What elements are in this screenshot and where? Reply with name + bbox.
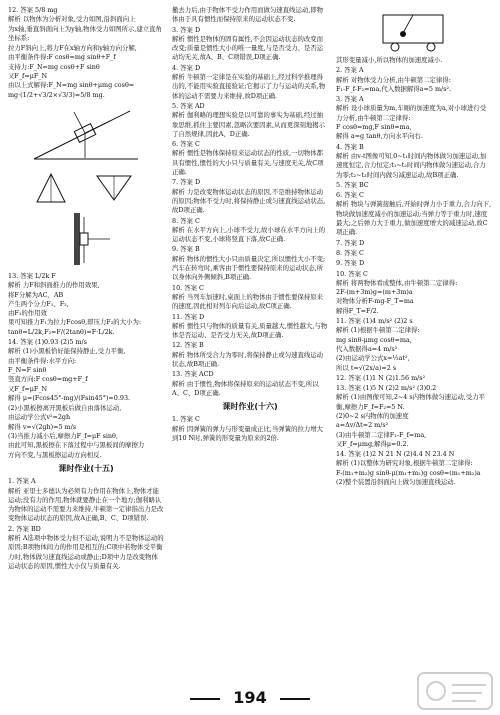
column-left-entries-continued bbox=[8, 272, 164, 460]
answer-line: 由平衡条件得:水平方向: bbox=[8, 356, 77, 365]
answer-line: 解析 由v-t图像可知,0~t₁时间内物体做匀加速运动,加速度恒定,合力恒定;t₁~t₂时间内物体做匀速运动,合力为零;t₂~t₃时间内做匀减速运动,故B项正确. bbox=[336, 151, 487, 179]
section-heading-15: 课时作业(十五) bbox=[58, 463, 114, 473]
answer-line: 解析 (1)以整体为研究对象,根据牛顿第二定律得: bbox=[336, 459, 473, 468]
answer-line: 8. 答案 C bbox=[336, 248, 364, 257]
answer-line: (2)由运动学公式x=½at², bbox=[336, 354, 410, 363]
answer-line: 解析 以物体为分析对象,受力如图,沿斜面向上 bbox=[8, 15, 136, 24]
answer-entry bbox=[172, 217, 328, 245]
footer-rule-left bbox=[190, 698, 220, 700]
answer-columns bbox=[8, 6, 492, 660]
answer-entry bbox=[336, 317, 492, 373]
answer-line: 12. 答案 B bbox=[172, 341, 204, 350]
column-left-section-entries bbox=[8, 477, 164, 571]
column-left bbox=[8, 6, 164, 660]
answer-line: 解析 力是改变物体运动状态的原因,不是维持物体运动的原因;物体不受力时,将保持静止或匀速直线运动状态,故D项正确. bbox=[172, 187, 326, 215]
answer-line: 撤去力后,由于物体不受力作用而做匀速直线运动,即物体由于具有惯性而保持原来的运动状态不变. bbox=[172, 6, 324, 24]
answer-line: 由以上式解得:F_N=mg sinθ+μmg cosθ= bbox=[8, 81, 135, 90]
answer-line: 10. 答案 C bbox=[172, 283, 204, 292]
answer-entry bbox=[336, 191, 492, 237]
answer-entry bbox=[172, 341, 328, 369]
answer-line: F-(m₁+m₂)g sinθ-μ(m₁+m₂)g cosθ=(m₁+m₂)a bbox=[336, 468, 481, 477]
answer-entry bbox=[336, 270, 492, 316]
answer-entry bbox=[172, 64, 328, 101]
answer-entry bbox=[172, 284, 328, 312]
answer-line: 8. 答案 C bbox=[172, 216, 200, 225]
answer-line: 解析 由于惯性,物体将保持原来的运动状态不变,所以A、C、D项正确. bbox=[172, 379, 319, 397]
answer-entry bbox=[336, 95, 492, 141]
answer-line: 2F-(m+3m)g=(m+3m)a bbox=[336, 288, 413, 297]
answer-line: 其形变量减小,所以物体的加速度减小. bbox=[336, 56, 443, 64]
answer-line: mg·(1/2+√3/2×√3/3)=5/8 mg. bbox=[8, 90, 105, 99]
answer-line: 解析 A选项中物体受力但不运动,说明力不是物体运动的原因;B项物体间力的作用是相互的;C项中若物体受平衡力时,物体做匀速直线运动或静止;D项中力是改变物体运动状态的原因,惯性大小仅与质量有关. bbox=[8, 533, 164, 570]
answer-line: 解析 力F和斜面推力的作用效果, bbox=[8, 281, 100, 290]
answer-entry bbox=[8, 338, 164, 403]
answer-line: 解析 物块与弹簧接触后,开始时弹力小于重力,合力向下,物块做加速度减小的加速运动;当弹力等于重力时,速度最大;之后弹力大于重力,做加速度增大的减速运动,故C项正确. bbox=[336, 200, 492, 237]
answer-line: 方向不变,与黑板擦运动方向相反. bbox=[8, 450, 102, 459]
answer-entry bbox=[172, 6, 328, 25]
answer-line: 14. 答案 (1)0.93 (2)5 m/s bbox=[8, 338, 87, 347]
column-middle-entries bbox=[172, 6, 328, 398]
answer-line: 解析 物体所受合力为零时,将保持静止或匀速直线运动状态,故B项正确. bbox=[172, 350, 324, 368]
answer-entry bbox=[172, 102, 328, 139]
answer-line: (2)整个装置沿斜面向上做匀加速直线运动. bbox=[336, 478, 456, 487]
answer-entry bbox=[172, 178, 328, 215]
answer-line: 由平衡条件得:F cosθ=mg sinθ+F_f bbox=[8, 53, 116, 62]
answer-line: 解得F_T=F/2. bbox=[336, 306, 379, 315]
answer-entry bbox=[336, 181, 492, 190]
answer-line: 所以 t=√(2x/a)=2 s bbox=[336, 363, 397, 372]
answer-entry bbox=[8, 404, 164, 460]
answer-entry bbox=[336, 384, 492, 449]
answer-line: (2)0~2 s内物体的加速度 bbox=[336, 411, 409, 420]
answer-line: 解析 (1)根据牛顿第二定律得: bbox=[336, 326, 420, 335]
answer-line: 解析 物体的惯性大小只由质量决定,所以惯性大小不变;汽车在转弯时,乘客由于惯性要保持原来的运动状态,所以身体向外侧倾斜,B项正确. bbox=[172, 254, 326, 282]
answer-line: 将F分解为AC、AB bbox=[8, 290, 64, 299]
answer-line: 解析 (1)由图像可知,2~4 s内物体做匀速运动,受力平衡,摩擦力F_f=F₂=5 N. bbox=[336, 393, 485, 411]
answer-line: F₁-F_f-F₂=ma,代入数据解得a=5 m/s². bbox=[336, 84, 452, 93]
answer-line: 解析 当列车加速时,桌面上的物体由于惯性要保持原来的速度,因此相对列车向后运动,故C项正确. bbox=[172, 292, 324, 311]
answer-line: 13. 答案 ACD bbox=[172, 370, 214, 379]
answer-entry bbox=[336, 249, 492, 258]
watermark-stamp bbox=[416, 671, 494, 711]
answer-line: 果可知推力F₁为拉力Fcosθ,即压力F₂的大小为: bbox=[8, 318, 142, 327]
answer-line: 9. 答案 D bbox=[336, 259, 365, 268]
answer-line: 13. 答案 (1)5 N (2)2 m/s² (3)0.2 bbox=[336, 384, 437, 393]
answer-line: mg sinθ-μmg cosθ=ma, bbox=[336, 335, 412, 344]
column-right-entries bbox=[336, 56, 492, 487]
answer-line: (3)由牛顿第二定律F₁-F_f=ma, bbox=[336, 430, 427, 439]
answer-line: 又F_f=μmg,解得μ=0.2. bbox=[336, 439, 409, 448]
answer-line: (3)当推力减小后,摩擦力F_f=μF sinθ, bbox=[8, 432, 118, 441]
column-left-entries bbox=[8, 6, 164, 100]
answer-entry bbox=[336, 374, 492, 383]
answer-entry bbox=[172, 370, 328, 398]
answer-line: 拉力F斜向上,将力F在x轴方向和y轴方向分解, bbox=[8, 44, 137, 53]
column-middle bbox=[172, 6, 328, 660]
answer-entry bbox=[172, 140, 328, 177]
answer-line: 解析 (1)小黑板恰好能保持静止,受力平衡, bbox=[8, 347, 126, 356]
answer-line: 解析 惯性是物体的固有属性,不会因运动状态的改变而改变;质量是惯性大小的唯一量度,与是否受力、是否运动均无关,故A、B、C项错误,D项正确. bbox=[172, 34, 324, 62]
footer-rule-right bbox=[280, 698, 310, 700]
section-heading-16: 课时作业(十六) bbox=[222, 402, 278, 412]
answer-line: 解析 设小球质量为m,车厢的加速度为a,对小球进行受力分析,由牛顿第二定律得: bbox=[336, 104, 487, 122]
answer-line: a=Δv/Δt=2 m/s² bbox=[336, 421, 389, 430]
answer-line: 1. 答案 C bbox=[172, 415, 200, 424]
answer-line: 5. 答案 BC bbox=[336, 180, 369, 189]
answer-line: 解析 对物体受力分析,由牛顿第二定律得: bbox=[336, 75, 451, 84]
answer-line: 解得 a=g tanθ,方向水平向右. bbox=[336, 132, 423, 141]
answer-entry bbox=[8, 6, 164, 43]
wedge-decomposition-figure bbox=[31, 168, 141, 206]
answer-entry bbox=[8, 272, 164, 337]
answer-line: 12. 答案 5/8 mg bbox=[8, 6, 58, 14]
answer-line: 3. 答案 A bbox=[336, 95, 364, 104]
page-number: 194 bbox=[233, 688, 267, 707]
answer-line: 代入数据得a=4 m/s² bbox=[336, 344, 398, 353]
incline-force-figure bbox=[26, 103, 146, 165]
answer-line: 4. 答案 D bbox=[172, 63, 201, 72]
answer-line: 竖直方向:F cosθ=mg+F_f bbox=[8, 375, 88, 384]
answer-line: 2. 答案 A bbox=[336, 66, 364, 75]
answer-entry bbox=[172, 415, 328, 443]
answer-line: 解析 因弹簧的弹力与形变量成正比,当弹簧的拉力增大到10 N时,弹簧的形变量为原来的2倍. bbox=[172, 424, 324, 443]
answer-entry bbox=[336, 259, 492, 268]
answer-line: 12. 答案 (1)1 N (2)1.56 m/s² bbox=[336, 373, 426, 382]
answer-line: 解得 v=√(2gh)=5 m/s bbox=[8, 422, 77, 431]
answer-line: 11. 答案 D bbox=[172, 312, 205, 321]
answer-line: 13. 答案 L/2k F bbox=[8, 271, 56, 280]
column-middle-section-entries bbox=[172, 415, 328, 443]
answer-line: 解得 μ=(Fcos45°-mg)/(Fsin45°)≈0.93. bbox=[8, 393, 131, 402]
answer-entry bbox=[336, 450, 492, 487]
answer-entry bbox=[8, 477, 164, 523]
answer-entry bbox=[336, 239, 492, 248]
answer-line: 6. 答案 C bbox=[336, 191, 364, 200]
answer-line: 7. 答案 D bbox=[336, 238, 365, 247]
blackboard-eraser-figure bbox=[46, 209, 126, 269]
answer-line: 解析 惯性是物体保持原来运动状态的性质,一切物体都具有惯性,惯性的大小只与质量有关,与速度无关,故C项正确. bbox=[172, 149, 324, 177]
answer-line: 由此可知,黑板擦在下落过程中与黑板间的摩擦力 bbox=[8, 441, 145, 450]
answer-entry bbox=[172, 245, 328, 282]
answer-line: 2. 答案 BD bbox=[8, 524, 41, 533]
answer-line: 解析 亚里士多德认为必须有力作用在物体上,物体才能运动;没有力的作用,物体就要静止在一个地方;伽利略认为物体的运动不需要力来维持,牛顿第一定律指出力是改变物体运动状态的原因,故A正确,B、C、D项错误. bbox=[8, 486, 164, 523]
answer-line: 7. 答案 D bbox=[172, 178, 201, 187]
answer-line: 解析 惯性只与物体的质量有关,质量越大,惯性越大,与物体是否运动、是否受力无关,故D项正确. bbox=[172, 321, 328, 340]
answer-line: 对物体分析F-mg-F_T=ma bbox=[336, 297, 414, 306]
answer-line: 6. 答案 C bbox=[172, 140, 200, 149]
answer-line: 解析 伽利略的理想实验是以可靠的事实为基础,经过抽象思维,抓住主要因素,忽略次要因素,从而更深刻地揭示了自然规律,因此A、D正确. bbox=[172, 111, 326, 138]
answer-line: 1. 答案 A bbox=[8, 477, 36, 486]
answer-entry bbox=[336, 66, 492, 94]
answer-entry bbox=[336, 143, 492, 180]
answer-line: 11. 答案 (1)4 m/s² (2)2 s bbox=[336, 317, 413, 326]
answer-line: F_N=F sinθ bbox=[8, 365, 47, 374]
answer-entry bbox=[8, 525, 164, 571]
answer-entry bbox=[172, 313, 328, 341]
answer-line: 解析 将两物体看成整体,由牛顿第二定律得: bbox=[336, 278, 458, 287]
answer-line: 支持力:F_N=mg cosθ+F sinθ bbox=[8, 62, 100, 71]
answer-line: 14. 答案 (1)2 N 21 N (2)4.4 N 23.4 N bbox=[336, 450, 455, 459]
answer-line: 又F_f=μF_N bbox=[8, 384, 48, 393]
answer-line: 解析 牛顿第一定律是在实验的基础上,经过科学推理得出的,不能用实验直接验证;它揭示了力与运动的关系,物体的运动不需要力来维持,故D项正确. bbox=[172, 73, 326, 100]
answer-entry bbox=[172, 26, 328, 63]
answer-line: 9. 答案 B bbox=[172, 245, 200, 254]
answer-line: 产生两个分力F₁、F₂, bbox=[8, 299, 69, 308]
answer-line: 3. 答案 D bbox=[172, 25, 201, 34]
answer-line: tanθ=L/2k,F₂=F/(2tanθ)=F·L/2k. bbox=[8, 327, 115, 336]
answer-line: 由运动学公式v²=2gh bbox=[8, 413, 71, 422]
answer-line: 解析 在水平方向上,小球不受力,故小球在水平方向上的运动状态不变,小球将竖直下落,故C正确. bbox=[172, 225, 326, 244]
answer-line: F cosθ=mg,F sinθ=ma, bbox=[336, 123, 412, 132]
car-pendulum-figure bbox=[379, 9, 449, 53]
column-right bbox=[336, 6, 492, 660]
answer-line: 又F_f=μF_N bbox=[8, 72, 48, 81]
answer-line: 5. 答案 AD bbox=[172, 101, 205, 110]
answer-line: (2)小黑板擦离开黑板后做自由落体运动, bbox=[8, 404, 122, 413]
answer-entry bbox=[336, 56, 492, 65]
answer-line: 4. 答案 B bbox=[336, 142, 364, 151]
answer-entry bbox=[8, 44, 164, 100]
answer-line: 10. 答案 C bbox=[336, 269, 368, 278]
answer-line: 由F₁的作用效 bbox=[8, 309, 47, 318]
answer-line: 为x轴,垂直斜面向上为y轴,物体受力如图所示,建立直角坐标系: bbox=[8, 24, 162, 42]
